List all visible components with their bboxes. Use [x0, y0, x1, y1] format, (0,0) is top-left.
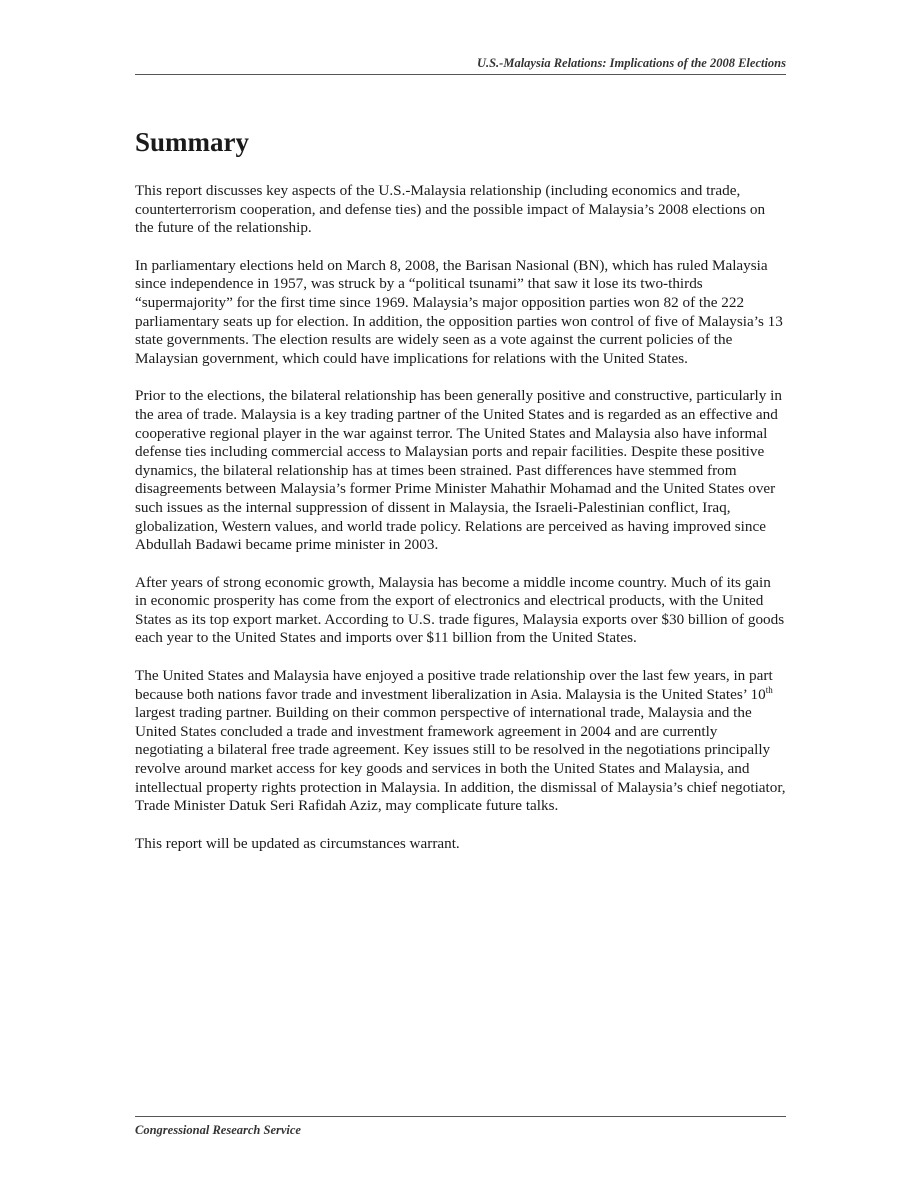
page-footer [135, 1116, 786, 1138]
page-header [135, 54, 786, 75]
paragraph-economy: After years of strong economic growth, Malaysia has become a middle income country. Much of its gain in economic prosperity has come from the export of electronics and electrical products, with the United States as its top export market. According to U.S. trade figures, Malaysia exports over $30 billion of goods each year to the United States and imports over $11 billion from the United States. [135, 573, 785, 647]
document-body [135, 124, 786, 872]
trade-text-before: The United States and Malaysia have enjoyed a positive trade relationship over the last few years, in part because both nations favor trade and investment liberalization in Asia. Malaysia is the United States’ 10 [135, 667, 773, 703]
running-title: U.S.-Malaysia Relations: Implications of the 2008 Elections [476, 56, 786, 70]
paragraph-intro: This report discusses key aspects of the U.S.-Malaysia relationship (including economics and trade, counterterrorism cooperation, and defense ties) and the possible impact of Malaysia’s 2008 elections on the future of the relationship. [135, 182, 766, 237]
paragraph-elections: In parliamentary elections held on March 8, 2008, the Barisan Nasional (BN), which has ruled Malaysia since independence in 1957, was struck by a “political tsunami” that saw it lose its two-thirds “supermajority” for the first time since 1969. Malaysia’s major opposition parties won 82 of the 222 parliamentary seats up for election. In addition, the opposition parties won control of five of Malaysia’s 13 state governments. The election results are widely seen as a vote against the current policies of the Malaysian government, which could have implications for relations with the United States. [135, 256, 783, 367]
paragraph-bilateral: Prior to the elections, the bilateral relationship has been generally positive and constructive, particularly in the area of trade. Malaysia is a key trading partner of the United States and is regarded as an effective and cooperative regional player in the war against terror. The United States and Malaysia also have informal defense ties including commercial access to Malaysian ports and repair facilities. Despite these positive dynamics, the bilateral relationship has at times been strained. Past differences have stemmed from disagreements between Malaysia’s former Prime Minister Mahathir Mohamad and the United States over such issues as the internal suppression of dissent in Malaysia, the Israeli-Palestinian conflict, Iraq, globalization, Western values, and world trade policy. Relations are perceived as having improved since Abdullah Badawi became prime minister in 2003. [135, 387, 782, 554]
footer-text: Congressional Research Service [135, 1123, 301, 1137]
trade-text-after: largest trading partner. Building on their common perspective of international trade, Malaysia and the United States concluded a trade and investment framework agreement in 2004 and are currently negotiating a bilateral free trade agreement. Key issues still to be resolved in the negotiations principally revolve around market access for key goods and services in both the United States and Malaysia, and intellectual property rights protection in Malaysia. In addition, the dismissal of Malaysia’s chief negotiator, Trade Minister Datuk Seri Rafidah Aziz, may complicate future talks. [135, 704, 786, 815]
ordinal-superscript: th [765, 684, 773, 695]
paragraph-closing: This report will be updated as circumstances warrant. [135, 834, 460, 852]
section-heading: Summary [135, 127, 249, 157]
paragraph-trade [135, 667, 786, 816]
